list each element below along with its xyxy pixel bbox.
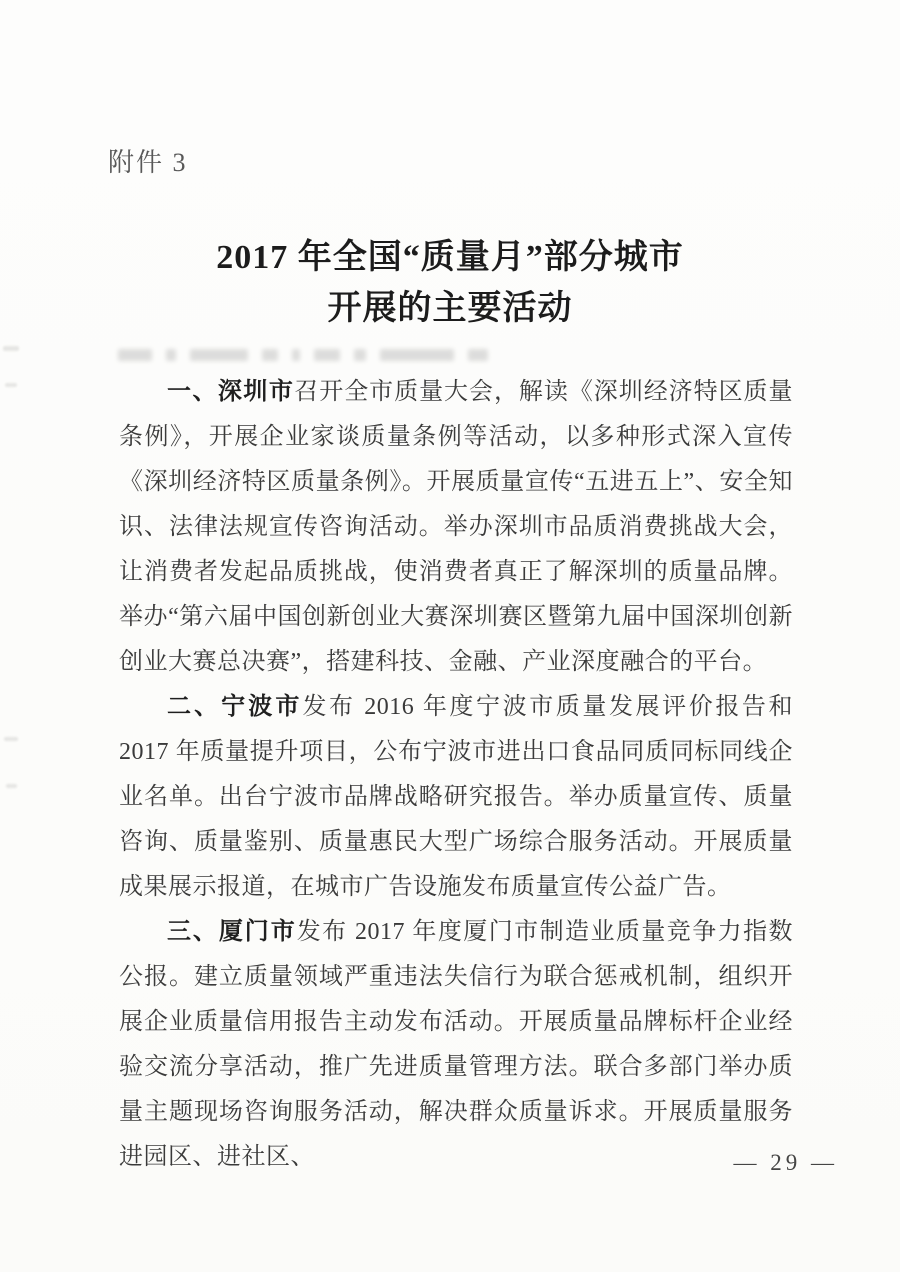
paragraph-text-xiamen: 发布 2017 年度厦门市制造业质量竞争力指数公报。建立质量领域严重违法失信行为联合惩戒机制，组织开展企业质量信用报告主动发布活动。开展质量品牌标杆企业经验交流分享活动，推广先进质量管理方法。联合多部门举办质量主题现场咨询服务活动，解决群众质量诉求。开展质量服务进园区、进社区、	[119, 919, 794, 1170]
paragraph-text-shenzhen: 召开全市质量大会，解读《深圳经济特区质量条例》，开展企业家谈质量条例等活动，以多种形式深入宣传《深圳经济特区质量条例》。开展质量宣传“五进五上”、安全知识、法律法规宣传咨询活动。举办深圳市品质消费挑战大会，让消费者发起品质挑战，使消费者真正了解深圳的质量品牌。举办“第六届中国创新创业大赛深圳赛区暨第九届中国深圳创新创业大赛总决赛”，搭建科技、金融、产业深度融合的平台。	[119, 379, 794, 675]
smudge-blob	[118, 349, 152, 361]
smudge-blob	[468, 349, 488, 361]
paragraph-shenzhen	[119, 370, 793, 685]
paragraph-heading-xiamen: 三、厦门市	[167, 919, 297, 945]
margin-smudge	[5, 383, 17, 387]
document-title	[0, 232, 900, 334]
title-line-1: 2017 年全国“质量月”部分城市	[216, 239, 684, 276]
paragraph-text-ningbo: 发布 2016 年度宁波市质量发展评价报告和 2017 年质量提升项目，公布宁波市进出口食品同质同标同线企业名单。出台宁波市品牌战略研究报告。举办质量宣传、质量咨询、质量鉴别、质量惠民大型广场综合服务活动。开展质量成果展示报道，在城市广告设施发布质量宣传公益广告。	[119, 694, 794, 900]
title-line-2: 开展的主要活动	[327, 290, 573, 327]
paragraph-ningbo	[119, 685, 793, 910]
smudge-blob	[190, 349, 248, 361]
smudge-blob	[380, 349, 454, 361]
smudge-blob	[166, 349, 176, 361]
paragraph-heading-ningbo: 二、宁波市	[167, 694, 303, 720]
paragraph-xiamen	[119, 910, 793, 1180]
page-number: — 29 —	[733, 1150, 838, 1175]
margin-smudge	[6, 784, 17, 788]
margin-smudge	[4, 737, 18, 741]
scan-smudge-artifact	[118, 344, 718, 366]
margin-smudge	[3, 346, 19, 351]
attachment-label: 附件 3	[108, 148, 188, 177]
smudge-blob	[314, 349, 340, 361]
document-body	[119, 370, 793, 1180]
paragraph-heading-shenzhen: 一、深圳市	[167, 379, 295, 405]
smudge-blob	[354, 349, 366, 361]
smudge-blob	[292, 349, 300, 361]
smudge-blob	[262, 349, 278, 361]
